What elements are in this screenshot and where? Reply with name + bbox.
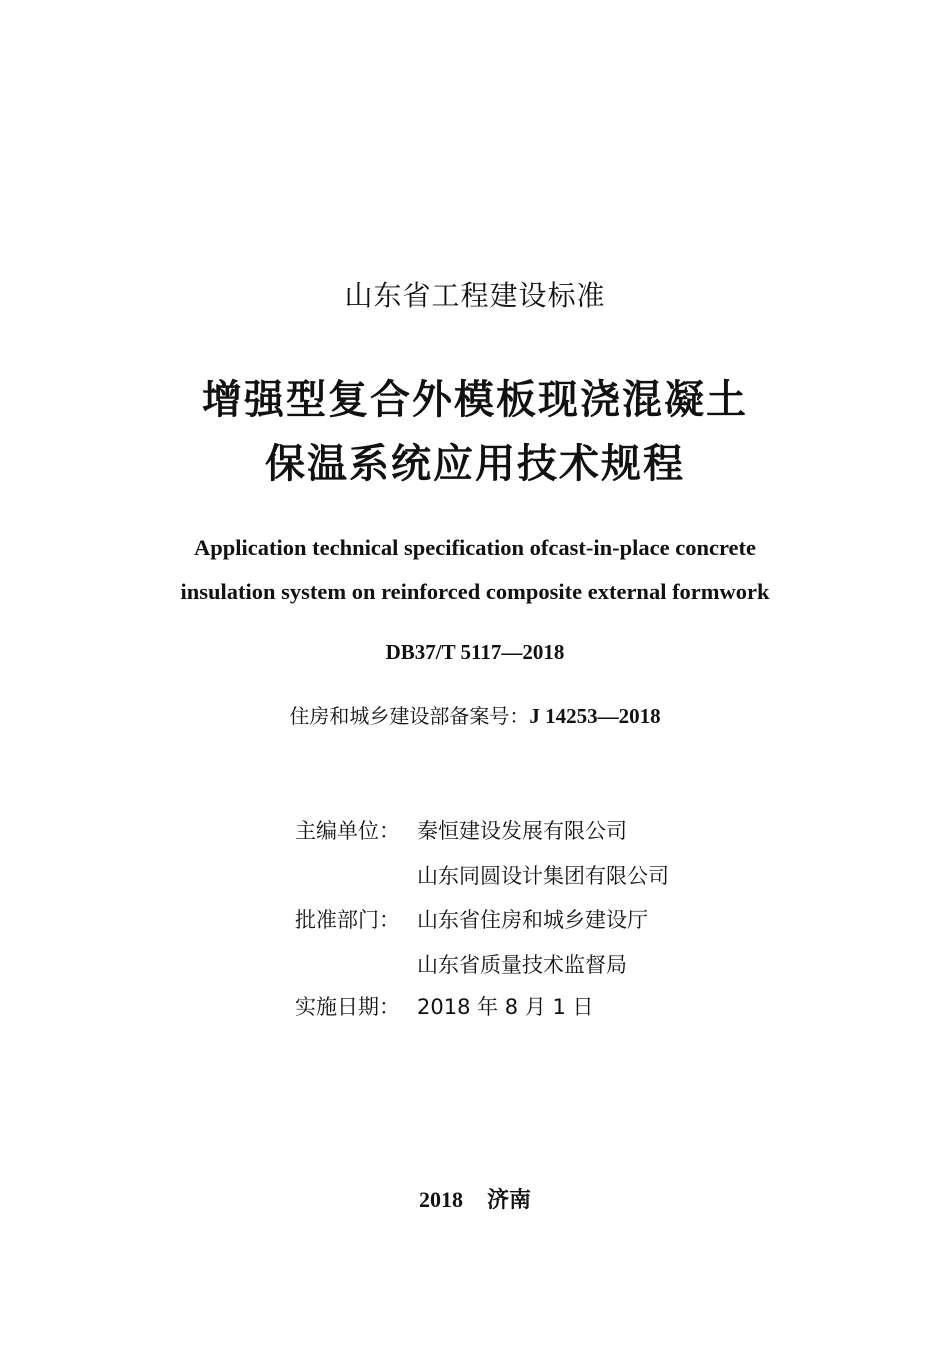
publication-footer bbox=[0, 1183, 950, 1214]
effective-date-row bbox=[295, 992, 594, 1022]
approval-1: 山东省住房和城乡建设厅 bbox=[417, 908, 648, 932]
chief-editor-2: 山东同圆设计集团有限公司 bbox=[417, 864, 669, 888]
record-value: J 14253—2018 bbox=[529, 704, 661, 728]
standard-series: 山东省工程建设标准 bbox=[344, 279, 606, 312]
chief-editor-row bbox=[295, 816, 627, 846]
standard-code: DB37/T 5117—2018 bbox=[385, 640, 565, 664]
record-number bbox=[0, 700, 950, 729]
title-en-line-2: insulation system on reinforced composite external formwork bbox=[180, 579, 770, 604]
approval-row bbox=[295, 905, 648, 935]
approval-2: 山东省质量技术监督局 bbox=[417, 953, 627, 977]
publication-year: 2018 bbox=[418, 1187, 463, 1212]
publication-city: 济南 bbox=[486, 1188, 531, 1213]
chief-editor-label: 主编单位： bbox=[295, 819, 400, 843]
title-cn-line-1: 增强型复合外模板现浇混凝土 bbox=[202, 376, 748, 423]
effective-date-value: 2018 年 8 月 1 日 bbox=[417, 995, 594, 1019]
title-en-line-1: Application technical specification ofcast-in-place concrete bbox=[194, 535, 756, 560]
effective-date-label: 实施日期： bbox=[295, 995, 400, 1019]
title-cn-line-2: 保温系统应用技术规程 bbox=[265, 440, 685, 487]
chief-editor-1: 秦恒建设发展有限公司 bbox=[417, 819, 627, 843]
record-label: 住房和城乡建设部备案号： bbox=[289, 704, 530, 728]
approval-label: 批准部门： bbox=[295, 908, 400, 932]
